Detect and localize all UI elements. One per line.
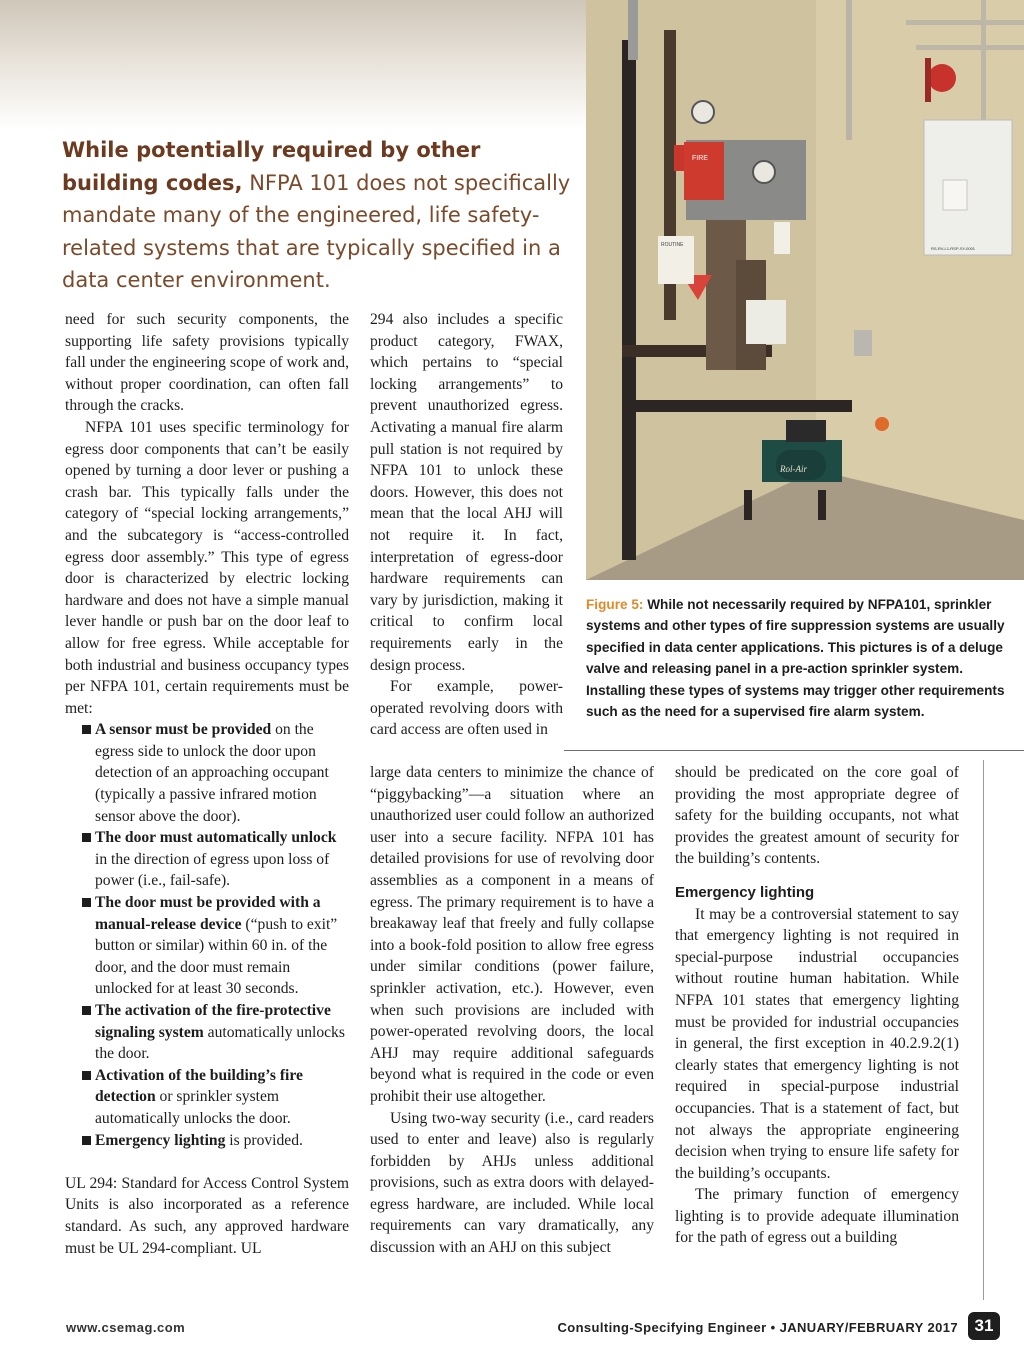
panel-label: RS-RV-L1-RSP-SY-0001	[931, 246, 976, 251]
figure-photo	[586, 0, 1024, 580]
list-item-text: (“push to exit” button or similar) within 60 in. of the door, and the door must remain unlocked for at least 30 seconds.	[95, 915, 338, 998]
paragraph: need for such security components, the supporting life safety provisions typically fall under the engineering scope of work and, without proper coordination, can often fall through the cracks.	[65, 311, 349, 415]
list-item-text: is provided.	[225, 1131, 303, 1149]
column-2-upper	[370, 309, 563, 741]
list-item-bold: Emergency lighting	[95, 1131, 226, 1149]
paragraph: The primary function of emergency lighting is to provide adequate illumination for the path of egress out a building	[675, 1186, 959, 1247]
page-footer	[0, 1316, 1024, 1344]
paragraph: Using two-way security (i.e., card readers used to enter and leave) also is regularly forbidden by AHJs unless additional provisions, such as extra doors with delayed-egress hardware, are included. While local requirements can vary dramatically, any discussion with an AHJ on this subject	[370, 1109, 654, 1257]
bullet-square-icon	[82, 1006, 91, 1015]
section-heading: Emergency lighting	[675, 883, 815, 901]
divider-horizontal	[564, 750, 1024, 751]
footer-magazine: Consulting-Specifying Engineer • JANUARY/FEBRUARY 2017	[557, 1320, 958, 1335]
fire-sign-box	[684, 142, 724, 200]
bullet-square-icon	[82, 1136, 91, 1145]
tag-text: ROUTINE	[661, 242, 684, 248]
bullet-square-icon	[82, 833, 91, 842]
list-item	[65, 1130, 349, 1152]
figure-caption-text: While not necessarily required by NFPA101, sprinkler systems and other types of fire suppression systems are usually specified in data center applications. This pictures is of a deluge valve and releasing panel in a pre-action sprinkler system. Installing these types of systems may trigger other requirements such as the need for a supervised fire alarm system.	[586, 597, 1005, 720]
paragraph: large data centers to minimize the chance of “piggybacking”—a situation where an unauthorized user could follow an authorized user into a secure facility. NFPA 101 has detailed provisions for use of revolving door assemblies as a component in a means of egress. The primary requirement is to have a breakaway leaf that freely and fully collapse into a book-fold position to allow free egress under similar conditions (power failure, sprinkler activation, etc.). However, even when such provisions are included with power-operated revolving doors, the local AHJ may require additional safeguards beyond what is required in the code or even prohibit their use altogether.	[370, 764, 654, 1105]
compressor-brand: Rol-Air	[780, 464, 807, 474]
column-2-lower	[370, 762, 654, 1259]
list-item-bold: Activation of the building’s fire detection	[95, 1066, 303, 1106]
fire-bell-icon	[928, 64, 956, 92]
list-item-bold: The activation of the fire-protective signaling system	[95, 1002, 331, 1041]
pressure-gauge-icon	[753, 161, 775, 183]
header-background	[0, 0, 590, 130]
column-1	[65, 309, 349, 1259]
bullet-square-icon	[82, 898, 91, 907]
list-item-text: automatically unlocks the door.	[95, 1023, 345, 1063]
paragraph: should be predicated on the core goal of providing the most appropriate degree of safety for the building occupants, not what provides the greatest amount of security for the building’s contents.	[675, 764, 959, 868]
list-item	[65, 827, 349, 892]
pull-quote-bold: While potentially required by other building codes,	[62, 138, 481, 195]
list-item-text: on the egress side to unlock the door upon detection of an approaching occupant (typically a passive infrared motion sensor above the door).	[95, 721, 329, 825]
pull-quote-rest: NFPA 101 does not specifically mandate many of the engineered, life safety-related systems that are typically specified in a data center environment.	[62, 170, 571, 292]
column-3	[675, 762, 959, 1249]
paragraph: For example, power-operated revolving doors with card access are often used in	[370, 678, 563, 739]
list-item-bold: The door must be provided with a manual-release device	[95, 894, 321, 933]
footer-url[interactable]: www.csemag.com	[66, 1320, 186, 1335]
figure-label: Figure 5:	[586, 597, 644, 612]
paragraph: NFPA 101 uses specific terminology for egress door components that can’t be easily opened by turning a door lever or pushing a crash bar. This typically falls under the category of “special locking arrangements,” and the subcategory is “access-controlled egress door assembly.” This type of egress door is characterized by electric locking hardware and does not have a simple manual lever handle or push bar on the door leaf to allow for free egress. While acceptable for both industrial and business occupancy types per NFPA 101, certain requirements must be met:	[65, 418, 349, 717]
divider-vertical	[983, 760, 984, 1300]
figure-caption	[586, 594, 1006, 722]
paragraph: UL 294: Standard for Access Control System Units is also incorporated as a reference standard. As such, any approved hardware must be UL 294-compliant. UL	[65, 1174, 349, 1257]
sprinkler-room-illustration	[586, 0, 1024, 580]
bullet-square-icon	[82, 725, 91, 734]
list-item	[65, 1065, 349, 1130]
list-item-text: in the direction of egress upon loss of power (i.e., fail-safe).	[95, 850, 330, 890]
list-item	[65, 892, 349, 1000]
paragraph: 294 also includes a specific product category, FWAX, which pertains to “special locking arrangements” to prevent unauthorized egress. Activating a manual fire alarm pull station is not required by NFPA 101 to unlock these doors. However, this does not mean that the local AHJ will not require it. In fact, interpretation of egress-door hardware requirements can vary by jurisdiction, making it critical to confirm local requirements early in the design process.	[370, 311, 563, 674]
releasing-panel	[924, 120, 1012, 255]
pull-quote	[62, 134, 572, 297]
list-item	[65, 719, 349, 827]
paragraph: It may be a controversial statement to say that emergency lighting is not required in special-purpose industrial occupancies without routine human habitation. While NFPA 101 states that emergency lighting must be provided for industrial occupancies in general, the first exception in 40.2.9.2(1) clearly states that emergency lighting is not required in special-purpose industrial occupancies. That is a statement of fact, but not always the appropriate engineering decision when trying to ensure life safety for the building’s occupants.	[675, 905, 959, 1182]
page-number: 31	[968, 1312, 1000, 1340]
list-item	[65, 1000, 349, 1065]
list-item-bold: A sensor must be provided	[95, 721, 272, 739]
fire-sign-text: FIRE	[692, 155, 708, 162]
bullet-square-icon	[82, 1071, 91, 1080]
requirements-list	[65, 719, 349, 1151]
list-item-bold: The door must automatically unlock	[95, 829, 337, 847]
pressure-gauge-icon	[692, 101, 714, 123]
list-item-text: or sprinkler system automatically unlocks the door.	[95, 1088, 291, 1127]
